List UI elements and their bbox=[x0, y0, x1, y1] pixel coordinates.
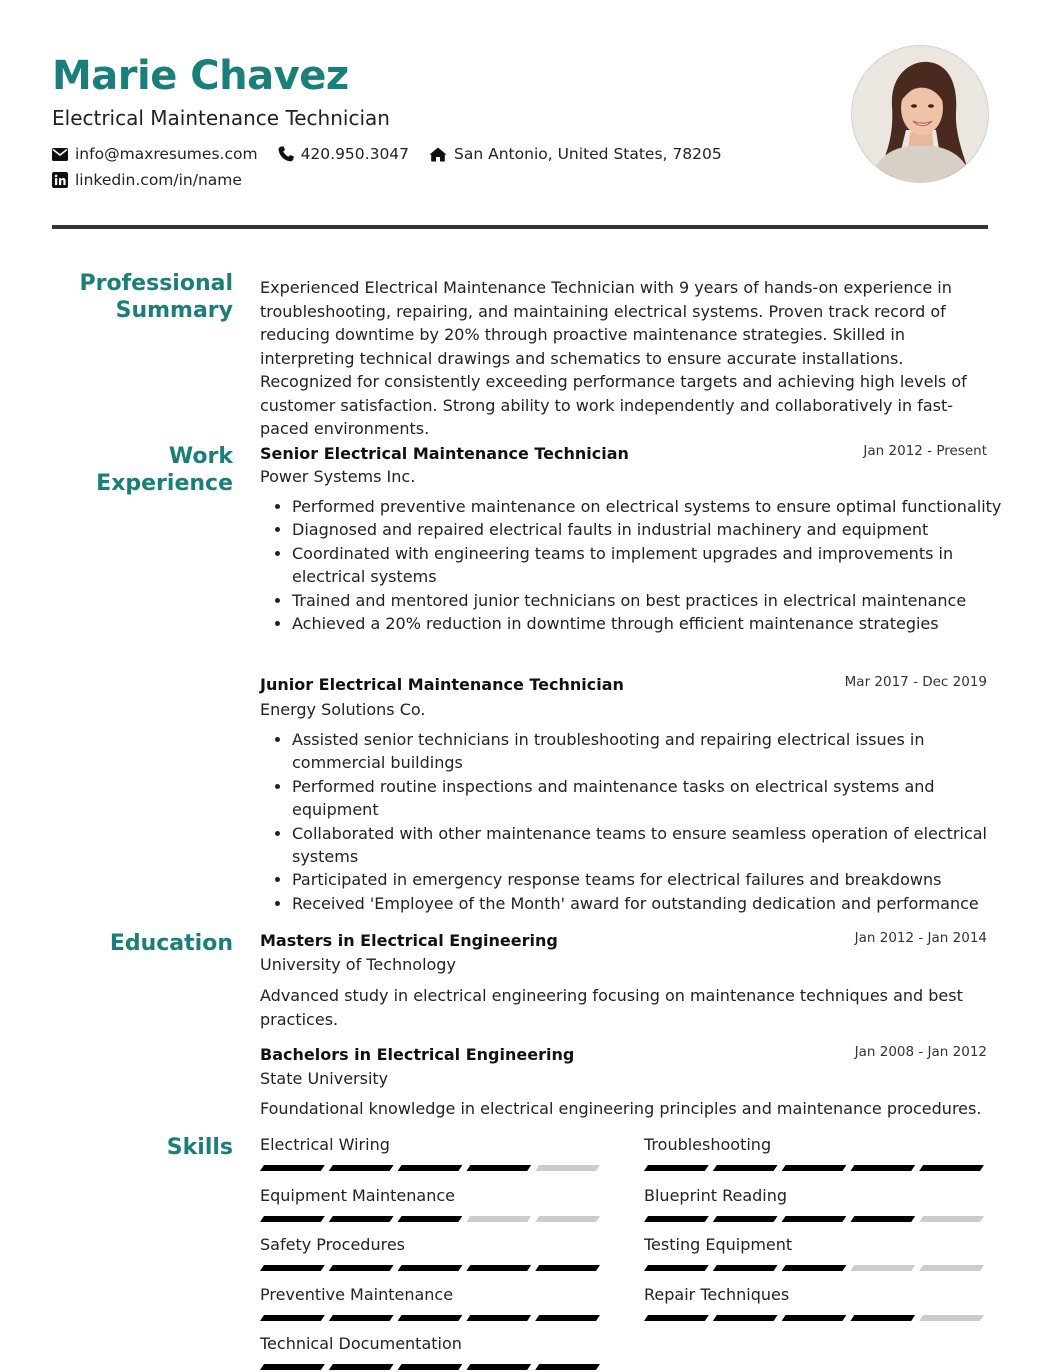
skill-segment-filled bbox=[713, 1165, 778, 1171]
section-title-skills: Skills bbox=[166, 1135, 233, 1160]
bullet-item: • Assisted senior technicians in troubleshooting and repairing electrical issues in commercial buildings bbox=[292, 728, 1022, 775]
degree-dates: Jan 2008 - Jan 2012 bbox=[854, 1044, 987, 1060]
section-title-summary: Professional Summary bbox=[79, 271, 233, 323]
skill-segment-filled bbox=[782, 1265, 847, 1271]
linkedin-icon bbox=[52, 172, 68, 188]
skill-segment-empty bbox=[919, 1315, 984, 1321]
skill-item bbox=[644, 1134, 988, 1171]
profile-photo bbox=[851, 45, 989, 183]
bullet-item: • Achieved a 20% reduction in downtime through efficient maintenance strategies bbox=[292, 612, 1022, 635]
skill-segment-filled bbox=[782, 1165, 847, 1171]
skill-segment-empty bbox=[919, 1265, 984, 1271]
skill-segment-filled bbox=[644, 1165, 709, 1171]
email-text: info@maxresumes.com bbox=[75, 145, 258, 163]
degree-dates: Jan 2012 - Jan 2014 bbox=[854, 930, 987, 946]
skill-segment-filled bbox=[466, 1165, 531, 1171]
skill-level-bar bbox=[260, 1315, 604, 1321]
phone-icon bbox=[278, 146, 294, 162]
skill-segment-filled bbox=[329, 1165, 394, 1171]
degree-title: Masters in Electrical Engineering bbox=[260, 931, 558, 950]
skill-segment-filled bbox=[398, 1315, 463, 1321]
skill-item bbox=[644, 1284, 988, 1321]
skill-segment-filled bbox=[713, 1315, 778, 1321]
skill-item bbox=[644, 1185, 988, 1222]
skill-segment-filled bbox=[260, 1364, 325, 1370]
skill-level-bar bbox=[260, 1165, 604, 1171]
skill-segment-filled bbox=[329, 1364, 394, 1370]
home-icon bbox=[429, 147, 447, 162]
skill-segment-filled bbox=[329, 1216, 394, 1222]
skill-segment-filled bbox=[535, 1315, 600, 1321]
skill-segment-empty bbox=[850, 1265, 915, 1271]
skill-segment-filled bbox=[644, 1216, 709, 1222]
skill-item bbox=[260, 1134, 604, 1171]
job-company: Power Systems Inc. bbox=[260, 467, 416, 486]
skill-segment-filled bbox=[260, 1315, 325, 1321]
bullet-item: • Performed routine inspections and maintenance tasks on electrical systems and equipment bbox=[292, 775, 1022, 822]
skill-name: Repair Techniques bbox=[644, 1285, 790, 1304]
bullet-item: • Coordinated with engineering teams to implement upgrades and improvements in electrical systems bbox=[292, 542, 1022, 589]
skill-name: Testing Equipment bbox=[644, 1235, 793, 1254]
contact-phone[interactable] bbox=[278, 144, 409, 164]
skill-segment-filled bbox=[713, 1216, 778, 1222]
job-title: Junior Electrical Maintenance Technician bbox=[260, 675, 624, 694]
bullet-item: • Participated in emergency response teams for electrical failures and breakdowns bbox=[292, 868, 1022, 891]
skill-name: Blueprint Reading bbox=[644, 1186, 788, 1205]
phone-text: 420.950.3047 bbox=[300, 145, 410, 163]
contact-row-2 bbox=[52, 170, 262, 190]
contact-linkedin[interactable] bbox=[52, 170, 242, 190]
skill-segment-filled bbox=[398, 1216, 463, 1222]
skill-segment-filled bbox=[535, 1364, 600, 1370]
skill-level-bar bbox=[260, 1216, 604, 1222]
degree-description: Foundational knowledge in electrical engineering principles and maintenance procedures. bbox=[260, 1099, 982, 1118]
skill-segment-filled bbox=[535, 1265, 600, 1271]
school-name: University of Technology bbox=[260, 955, 456, 974]
skill-name: Preventive Maintenance bbox=[260, 1285, 454, 1304]
bullet-item: • Trained and mentored junior technicians on best practices in electrical maintenance bbox=[292, 589, 1022, 612]
degree-description: Advanced study in electrical engineering focusing on maintenance techniques and best practices. bbox=[260, 986, 963, 1029]
skill-name: Equipment Maintenance bbox=[260, 1186, 455, 1205]
bullet-item: • Received 'Employee of the Month' award for outstanding dedication and performance bbox=[292, 892, 1022, 915]
job-dates: Jan 2012 - Present bbox=[863, 443, 987, 459]
skill-segment-filled bbox=[782, 1216, 847, 1222]
skill-name: Electrical Wiring bbox=[260, 1135, 390, 1154]
skill-name: Safety Procedures bbox=[260, 1235, 405, 1254]
bullet-item: • Performed preventive maintenance on electrical systems to ensure optimal functionality bbox=[292, 495, 1022, 518]
skill-segment-empty bbox=[535, 1165, 600, 1171]
skill-segment-filled bbox=[782, 1315, 847, 1321]
job-bullets bbox=[260, 728, 1022, 915]
skill-item bbox=[260, 1333, 604, 1370]
bullet-item: • Diagnosed and repaired electrical faults in industrial machinery and equipment bbox=[292, 518, 1022, 541]
skill-level-bar bbox=[644, 1315, 988, 1321]
skill-segment-filled bbox=[260, 1165, 325, 1171]
skill-item bbox=[260, 1185, 604, 1222]
skill-level-bar bbox=[644, 1265, 988, 1271]
skill-item bbox=[260, 1284, 604, 1321]
candidate-name: Marie Chavez bbox=[52, 53, 349, 99]
skill-segment-filled bbox=[398, 1265, 463, 1271]
skill-segment-filled bbox=[466, 1265, 531, 1271]
skill-segment-filled bbox=[850, 1165, 915, 1171]
skill-level-bar bbox=[644, 1165, 988, 1171]
skill-level-bar bbox=[260, 1364, 604, 1370]
location-text: San Antonio, United States, 78205 bbox=[454, 145, 722, 163]
candidate-title: Electrical Maintenance Technician bbox=[52, 106, 390, 130]
bullet-item: • Collaborated with other maintenance teams to ensure seamless operation of electrical systems bbox=[292, 822, 1022, 869]
skill-segment-filled bbox=[398, 1165, 463, 1171]
linkedin-text: linkedin.com/in/name bbox=[75, 171, 242, 189]
skill-level-bar bbox=[644, 1216, 988, 1222]
portrait-image bbox=[852, 46, 988, 182]
summary-text: Experienced Electrical Maintenance Technician with 9 years of hands-on experience in troubleshooting, repairing, and maintaining electrical systems. Proven track record of reducing downtime by 20% through proactive maintenance strategies. Skilled in interpreting technical drawings and schematics to ensure accurate installations. Recognized for consistently exceeding performance targets and achieving high levels of customer satisfaction. Strong ability to work independently and collaboratively in fast-paced environments. bbox=[260, 278, 967, 438]
skill-level-bar bbox=[260, 1265, 604, 1271]
job-title: Senior Electrical Maintenance Technician bbox=[260, 444, 629, 463]
skill-segment-filled bbox=[466, 1364, 531, 1370]
skill-segment-filled bbox=[919, 1165, 984, 1171]
skill-segment-empty bbox=[535, 1216, 600, 1222]
skill-segment-empty bbox=[919, 1216, 984, 1222]
skill-segment-filled bbox=[260, 1216, 325, 1222]
skill-segment-filled bbox=[329, 1265, 394, 1271]
skill-segment-filled bbox=[329, 1315, 394, 1321]
envelope-icon bbox=[52, 148, 68, 161]
section-title-experience: Work Experience bbox=[96, 444, 233, 496]
skill-segment-filled bbox=[398, 1364, 463, 1370]
degree-title: Bachelors in Electrical Engineering bbox=[260, 1045, 575, 1064]
skill-segment-filled bbox=[260, 1265, 325, 1271]
job-dates: Mar 2017 - Dec 2019 bbox=[844, 674, 987, 690]
contact-email[interactable] bbox=[52, 144, 258, 164]
skill-segment-filled bbox=[850, 1216, 915, 1222]
skill-segment-filled bbox=[850, 1315, 915, 1321]
skill-segment-filled bbox=[466, 1315, 531, 1321]
skill-name: Technical Documentation bbox=[260, 1334, 462, 1353]
skill-segment-filled bbox=[644, 1315, 709, 1321]
contact-location bbox=[429, 144, 722, 164]
school-name: State University bbox=[260, 1069, 389, 1088]
header-divider bbox=[52, 225, 988, 229]
skill-segment-filled bbox=[644, 1265, 709, 1271]
skill-segment-filled bbox=[713, 1265, 778, 1271]
job-bullets bbox=[260, 495, 1022, 635]
job-company: Energy Solutions Co. bbox=[260, 700, 426, 719]
contact-row bbox=[52, 144, 742, 164]
skill-segment-empty bbox=[466, 1216, 531, 1222]
skill-item bbox=[260, 1234, 604, 1271]
skill-name: Troubleshooting bbox=[644, 1135, 772, 1154]
section-title-education: Education bbox=[109, 931, 233, 956]
skill-item bbox=[644, 1234, 988, 1271]
